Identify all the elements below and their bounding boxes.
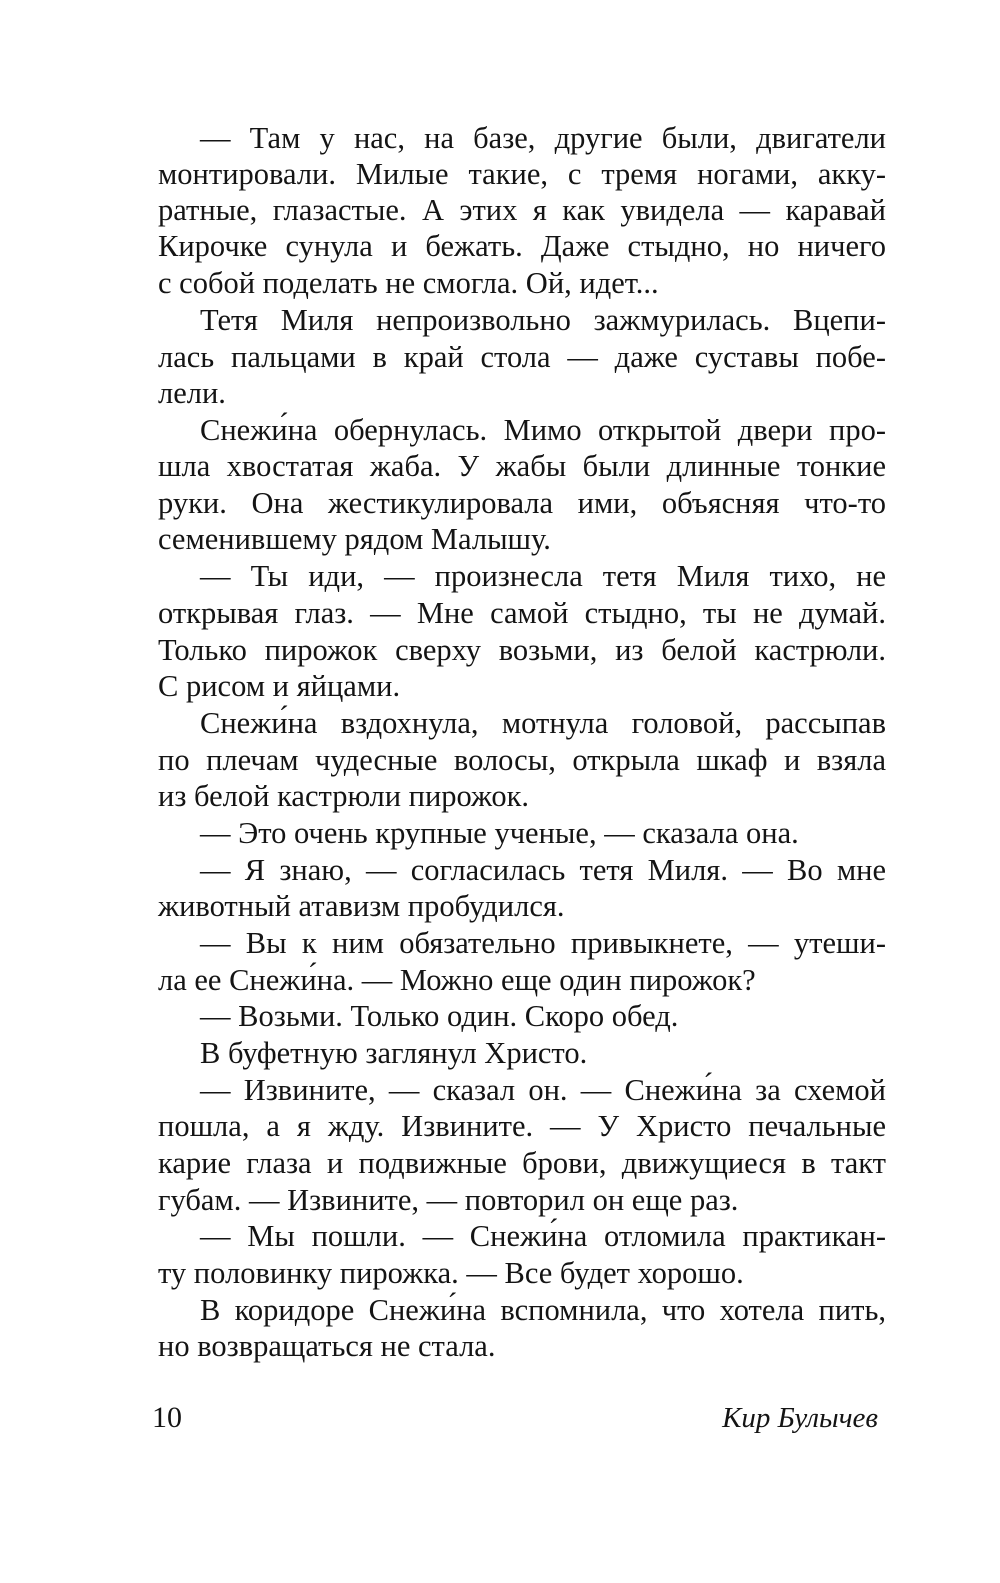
running-head-author: Кир Булычев: [722, 1402, 878, 1434]
text-line: монтировали. Милые такие, с тремя ногами, акку-: [158, 157, 886, 191]
text-line: из белой кастрюли пирожок.: [158, 779, 530, 813]
text-line: — Это очень крупные ученые, — сказала она.: [200, 816, 799, 850]
text-line: — Мы пошли. — Снежи́на отломила практикан-: [200, 1219, 886, 1253]
text-line: — Вы к ним обязательно привыкнете, — утеши-: [200, 926, 886, 960]
text-line: но возвращаться не стала.: [158, 1329, 496, 1363]
text-line: В коридоре Снежи́на вспомнила, что хотела пить,: [200, 1293, 886, 1327]
text-line: — Ты иди, — произнесла тетя Миля тихо, не: [200, 559, 886, 593]
text-line: — Я знаю, — согласилась тетя Миля. — Во мне: [200, 853, 886, 887]
text-line: по плечам чудесные волосы, открыла шкаф и взяла: [158, 743, 886, 777]
text-line: — Извините, — сказал он. — Снежи́на за схемой: [200, 1073, 886, 1107]
text-line: С рисом и яйцами.: [158, 669, 401, 703]
text-line: животный атавизм пробудился.: [158, 889, 565, 923]
text-line: Снежи́на вздохнула, мотнула головой, рассыпав: [200, 706, 886, 740]
text-line: ту половинку пирожка. — Все будет хорошо.: [158, 1256, 744, 1290]
text-line: лась пальцами в край стола — даже суставы побе-: [158, 340, 886, 374]
text-line: Тетя Миля непроизвольно зажмурилась. Вцепи-: [200, 303, 886, 337]
text-line: губам. — Извините, — повторил он еще раз.: [158, 1183, 739, 1217]
text-line: ла ее Снежи́на. — Можно еще один пирожок?: [158, 963, 756, 997]
text-line: пошла, а я жду. Извините. — У Христо печальные: [158, 1109, 886, 1143]
text-line: Снежи́на обернулась. Мимо открытой двери про-: [200, 413, 886, 447]
text-line: семенившему рядом Малышу.: [158, 522, 551, 556]
text-line: — Там у нас, на базе, другие были, двигатели: [200, 121, 886, 155]
text-line: Кирочке сунула и бежать. Даже стыдно, но ничего: [158, 229, 886, 263]
text-line: ратные, глазастые. А этих я как увидела — каравай: [158, 193, 886, 227]
page-number: 10: [152, 1401, 182, 1434]
text-line: — Возьми. Только один. Скоро обед.: [200, 999, 679, 1033]
text-line: шла хвостатая жаба. У жабы были длинные тонкие: [158, 449, 886, 483]
text-line: В буфетную заглянул Христо.: [200, 1036, 588, 1070]
text-line: с собой поделать не смогла. Ой, идет...: [158, 266, 659, 300]
text-line: руки. Она жестикулировала ими, объясняя что-то: [158, 486, 886, 520]
text-line: карие глаза и подвижные брови, движущиеся в такт: [158, 1146, 886, 1180]
text-line: Только пирожок сверху возьми, из белой кастрюли.: [158, 633, 886, 667]
text-line: открывая глаз. — Мне самой стыдно, ты не думай.: [158, 596, 886, 630]
text-line: лели.: [158, 376, 226, 410]
